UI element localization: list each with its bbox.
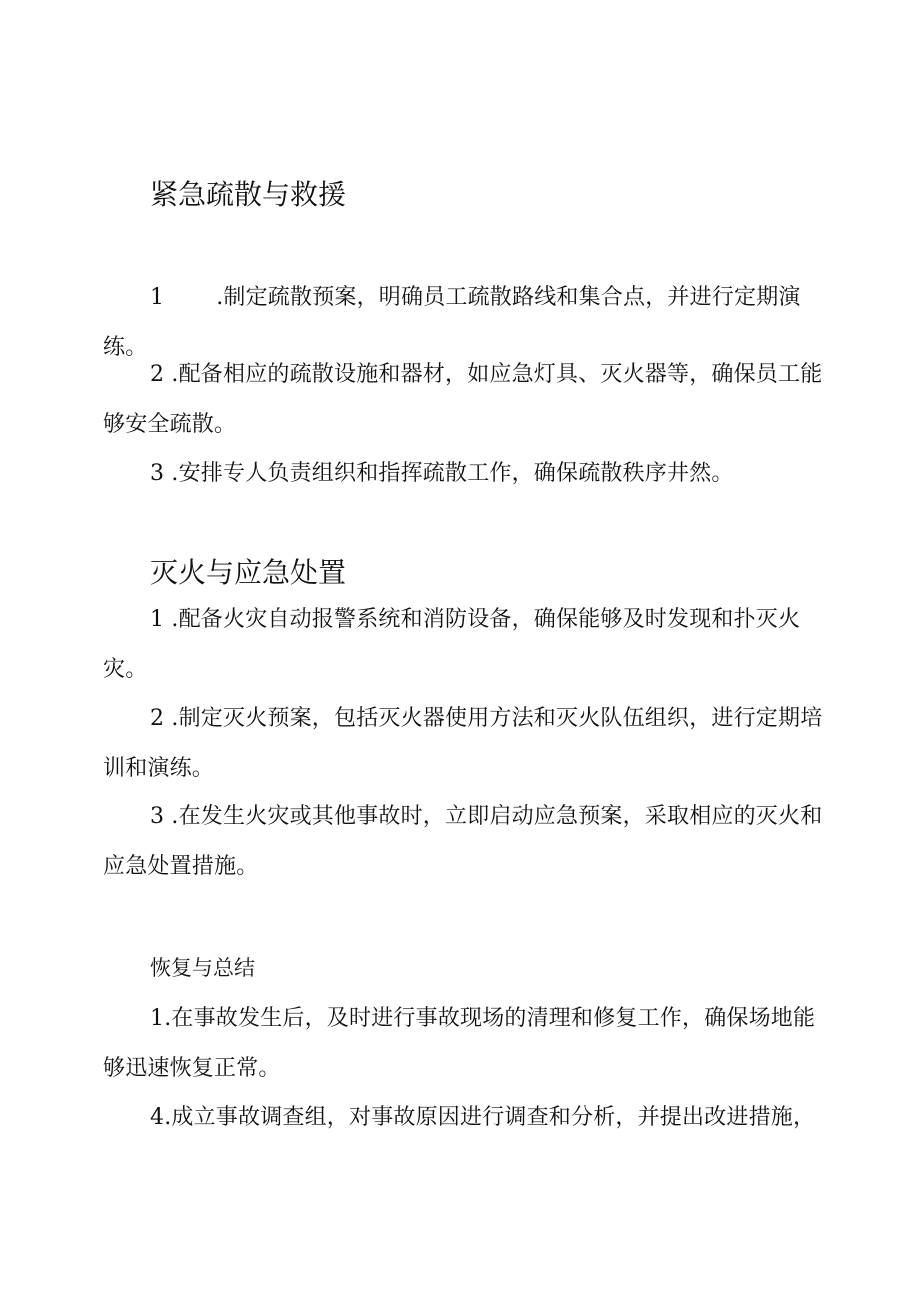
item-number: 2 xyxy=(150,362,165,387)
item-number: 3 xyxy=(150,461,165,486)
item-text: .配备相应的疏散设施和器材，如应急灯具、灭火器等，确保员工能够安全疏散。 xyxy=(103,362,823,437)
paragraph-recovery-1 xyxy=(103,994,823,1094)
section-heading-recovery: 恢复与总结 xyxy=(150,956,255,980)
item-text: .制定疏散预案，明确员工疏散路线和集合点，并进行定期演练。 xyxy=(103,285,801,360)
item-text: .在事故发生后，及时进行事故现场的清理和修复工作，确保场地能够迅速恢复正常。 xyxy=(103,1006,816,1081)
item-text: .成立事故调查组，对事故原因进行调查和分析，并提出改进措施， xyxy=(164,1105,816,1130)
item-number: 4 xyxy=(150,1105,165,1130)
paragraph-firefighting-2 xyxy=(103,694,823,794)
paragraph-evacuation-2 xyxy=(103,350,823,450)
item-number: 3 xyxy=(150,804,165,829)
paragraph-recovery-4 xyxy=(103,1093,823,1143)
paragraph-evacuation-3 xyxy=(103,449,823,499)
section-heading-evacuation: 紧急疏散与救援 xyxy=(150,178,347,211)
item-number: 1 xyxy=(150,1006,165,1031)
paragraph-firefighting-3 xyxy=(103,792,823,892)
section-heading-firefighting: 灭火与应急处置 xyxy=(150,556,347,589)
item-number: 1 xyxy=(150,285,165,310)
item-number: 2 xyxy=(150,706,165,731)
item-text: .安排专人负责组织和指挥疏散工作，确保疏散秩序井然。 xyxy=(171,461,734,486)
item-number: 1 xyxy=(150,607,165,632)
item-text: .在发生火灾或其他事故时，立即启动应急预案，采取相应的灭火和应急处置措施。 xyxy=(103,804,823,879)
item-text: .制定灭火预案，包括灭火器使用方法和灭火队伍组织，进行定期培训和演练。 xyxy=(103,706,823,781)
item-text: .配备火灾自动报警系统和消防设备，确保能够及时发现和扑灭火灾。 xyxy=(103,607,801,682)
paragraph-firefighting-1 xyxy=(103,595,823,695)
